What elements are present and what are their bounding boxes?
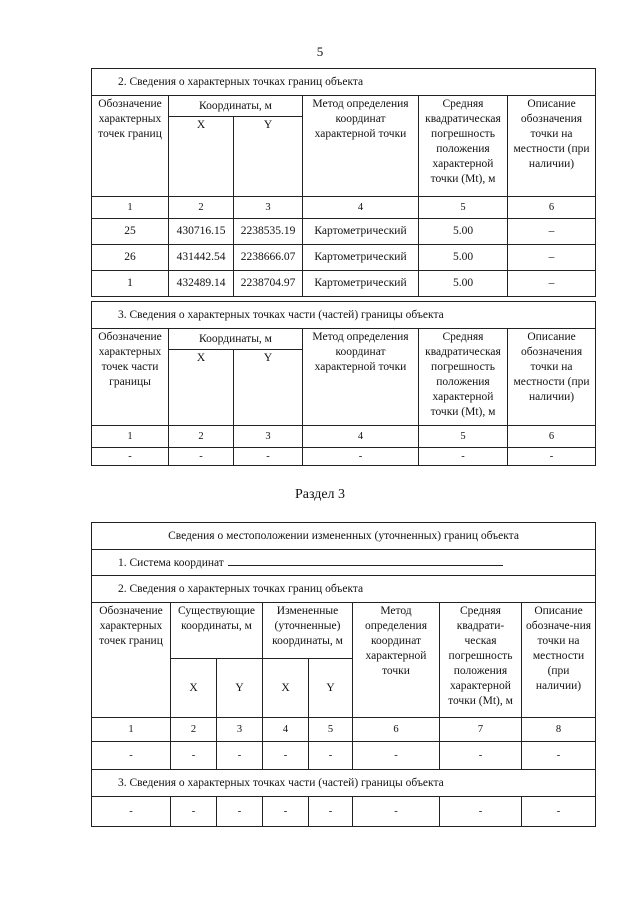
header-description: Описание обозначе-ния точки на местности (при наличии) <box>522 603 596 718</box>
cell-desc: – <box>508 245 596 271</box>
cell-y: 2238666.07 <box>234 245 303 271</box>
col-number: 4 <box>263 718 309 742</box>
header-description: Описание обозначения точки на местности (при наличии) <box>508 96 596 197</box>
table-row <box>92 797 596 827</box>
empty-cell: - <box>169 448 234 466</box>
col-number: 1 <box>92 718 171 742</box>
points-title: 2. Сведения о характерных точках границ объекта <box>92 576 596 603</box>
empty-cell: - <box>303 448 419 466</box>
col-number: 3 <box>234 426 303 448</box>
header-changed-coords: Измененные (уточненные) координаты, м <box>263 603 353 659</box>
part-boundary-points-table <box>91 301 596 466</box>
empty-cell: - <box>440 742 522 770</box>
empty-cell: - <box>522 797 596 827</box>
col-number: 1 <box>92 197 169 219</box>
empty-cell: - <box>419 448 508 466</box>
col-number: 5 <box>419 197 508 219</box>
header-coords: Координаты, м <box>169 96 303 117</box>
boundary-points-table <box>91 68 596 297</box>
changed-boundaries-table <box>91 522 596 827</box>
header-existing-coords: Существующие координаты, м <box>171 603 263 659</box>
header-description: Описание обозначения точки на местности (при наличии) <box>508 329 596 426</box>
col-number: 2 <box>171 718 217 742</box>
empty-cell: - <box>522 742 596 770</box>
col-number: 3 <box>217 718 263 742</box>
empty-cell: - <box>508 448 596 466</box>
col-number: 4 <box>303 197 419 219</box>
section-heading: Раздел 3 <box>294 487 346 502</box>
cell-y: 2238704.97 <box>234 271 303 297</box>
table-title: 3. Сведения о характерных точках части (частей) границы объекта <box>92 302 596 329</box>
cell-x: 432489.14 <box>169 271 234 297</box>
header-method: Метод определения координат характерной точки <box>303 96 419 197</box>
col-number: 7 <box>440 718 522 742</box>
coordinate-system-row <box>92 550 596 576</box>
header-y: Y <box>217 659 263 718</box>
cell-x: 430716.15 <box>169 219 234 245</box>
col-number: 8 <box>522 718 596 742</box>
header-y: Y <box>234 350 303 426</box>
cell-mt: 5.00 <box>419 245 508 271</box>
empty-cell: - <box>353 797 440 827</box>
header-designation: Обозначение характерных точек границ <box>92 603 171 718</box>
cell-desc: – <box>508 271 596 297</box>
cell-desc: – <box>508 219 596 245</box>
empty-cell: - <box>217 797 263 827</box>
header-designation: Обозначение характерных точек границ <box>92 96 169 197</box>
col-number: 5 <box>309 718 353 742</box>
cell-method: Картометрический <box>303 245 419 271</box>
cell-x: 431442.54 <box>169 245 234 271</box>
header-designation: Обозначение характерных точек части границы <box>92 329 169 426</box>
table-title: 2. Сведения о характерных точках границ объекта <box>92 69 596 96</box>
header-method: Метод определения координат характерной точки <box>303 329 419 426</box>
table-row <box>92 219 596 245</box>
empty-cell: - <box>217 742 263 770</box>
header-y: Y <box>234 117 303 197</box>
empty-cell: - <box>309 797 353 827</box>
cell-point: 26 <box>92 245 169 271</box>
empty-cell: - <box>309 742 353 770</box>
empty-cell: - <box>92 448 169 466</box>
col-number: 2 <box>169 426 234 448</box>
table-row <box>92 245 596 271</box>
cell-method: Картометрический <box>303 271 419 297</box>
col-number: 5 <box>419 426 508 448</box>
col-number: 4 <box>303 426 419 448</box>
header-method: Метод определения координат характерной точки <box>353 603 440 718</box>
cell-point: 1 <box>92 271 169 297</box>
col-number: 6 <box>353 718 440 742</box>
empty-cell: - <box>263 797 309 827</box>
header-accuracy: Средняя квадратическая погрешность положения характерной точки (Mt), м <box>419 96 508 197</box>
table-row <box>92 742 596 770</box>
empty-cell: - <box>92 742 171 770</box>
header-x: X <box>169 350 234 426</box>
coordinate-system-label: 1. Система координат <box>118 557 224 569</box>
col-number: 3 <box>234 197 303 219</box>
table-row <box>92 271 596 297</box>
empty-cell: - <box>171 742 217 770</box>
header-x: X <box>171 659 217 718</box>
empty-cell: - <box>440 797 522 827</box>
header-accuracy: Средняя квадрати-ческая погрешность положения характерной точки (Mt), м <box>440 603 522 718</box>
header-x: X <box>263 659 309 718</box>
page-number: 5 <box>316 44 324 59</box>
empty-cell: - <box>353 742 440 770</box>
cell-mt: 5.00 <box>419 271 508 297</box>
col-number: 6 <box>508 197 596 219</box>
cell-point: 25 <box>92 219 169 245</box>
empty-cell: - <box>234 448 303 466</box>
empty-cell: - <box>171 797 217 827</box>
empty-cell: - <box>263 742 309 770</box>
header-coords: Координаты, м <box>169 329 303 350</box>
col-number: 2 <box>169 197 234 219</box>
table-title: Сведения о местоположении измененных (уточненных) границ объекта <box>92 523 596 550</box>
empty-cell: - <box>92 797 171 827</box>
header-accuracy: Средняя квадратическая погрешность положения характерной точки (Mt), м <box>419 329 508 426</box>
cell-method: Картометрический <box>303 219 419 245</box>
table-row <box>92 448 596 466</box>
col-number: 1 <box>92 426 169 448</box>
part-title: 3. Сведения о характерных точках части (частей) границы объекта <box>92 770 596 797</box>
cell-mt: 5.00 <box>419 219 508 245</box>
header-x: X <box>169 117 234 197</box>
col-number: 6 <box>508 426 596 448</box>
header-y: Y <box>309 659 353 718</box>
cell-y: 2238535.19 <box>234 219 303 245</box>
coordinate-system-blank <box>228 554 503 566</box>
